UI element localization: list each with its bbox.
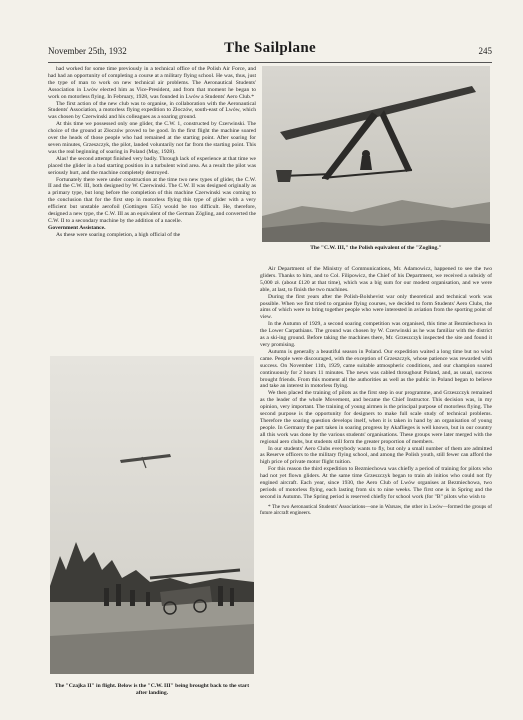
field-with-glider-image xyxy=(50,356,254,674)
article-paragraph: Autumn is generally a beautiful season in Poland. Our expedition waited a long time but no wind came. People were discouraged, with the exception of Grzeszczyk, whose patience was rewarded with success. On November 11th, 1929, came suitable atmospheric conditions, and our champion soared continuously for 2 hours 11 minutes. The news was cabled throughout Poland, and, as usual, success brought friends. From this moment all the authorities as well as the public in Poland began to believe and take an interest in motorless flying. xyxy=(260,348,492,390)
glider-in-flight-image xyxy=(262,66,490,242)
article-paragraph: The first action of the new club was to organise, in collaboration with the Aeronautical Students' Association, a motorless flying expedition to Złoczów, south-east of Lwów, which was chosen by Czerwinski and his colleagues as a soaring ground. xyxy=(48,100,256,121)
article-paragraph: Alas! the second attempt finished very badly. Through lack of experience at that time we placed the glider in a bad starting position in a turbulent wind area. As a result the pilot was seriously hurt, and the machine completely destroyed. xyxy=(48,155,256,176)
page-number: 245 xyxy=(478,46,492,56)
left-text-column xyxy=(48,66,256,239)
article-paragraph: During the first years after the Polish-Bolshevist war only theoretical and technical work was possible. When we first tried to organise flying courses, we decided to form Students' Aero Clubs, the aims of which were to bring together people who were interested in aviation from the sporting point of view. xyxy=(260,293,492,321)
section-subheading: Government Assistance. xyxy=(48,224,106,231)
publication-title: The Sailplane xyxy=(224,40,316,56)
article-paragraph: For this reason the third expedition to Bezmiechowa was chiefly a period of training for pilots who had not yet flown gliders. At the same time Grzeszczyk began to train ab initios who could not fly engined aircraft. Each year, since 1930, the Aero Club of Lwów organises at Bezmiechowa, two periods of motorless flying, each lasting from six to nine weeks. The first one is in Spring and the second in Autumn. The Spring period is reserved chiefly for school work (for "B" pilots who wish to xyxy=(260,466,492,500)
glider-photo-cw3 xyxy=(262,66,490,242)
article-paragraph: Air Department of the Ministry of Communications, Mr. Adamowicz, happened to see the two gliders. Thanks to him, and to Col. Filipowicz, the Chief of his Department, we received a subsidy of 5,000 zł. (about £120 at that time), which was a big sum for our modest organisation, and we were able, at last, to finish the two machines. xyxy=(260,266,492,293)
header-rule xyxy=(48,62,492,63)
glider-photo-czajka xyxy=(50,356,254,674)
photo-caption-czajka: The "Czajka II" in flight. Below is the "C.W. III" being brought back to the start after landing. xyxy=(54,683,250,696)
article-paragraph: had worked for some time previously in a technical office of the Polish Air Force, and had had an opportunity of completing a course at a military flying school. He was, thus, just the type of man to work on new technical air problems. The Aeronautical Students' Association in Lwów elected him as Vice-President, and from that moment he began to work on motorless flying. In February, 1928, was founded in Lwów a Students' Aero Club.* xyxy=(48,66,256,100)
article-paragraph: We then placed the training of pilots as the first step in our programme, and Grzeszczyk remained as the leader of the whole Movement, and became the Chief Instructor. This decision was, in my opinion, very important. The training of young airmen is the principal purpose of motorless flying. The second purpose is the opportunity for designers to make full scale study of technical problems. Therefore the soaring question develops itself, when it is taken in hand by an organisation of young people. In Germany the part taken in soaring progress by Akaflieges is well known, but in our country all this work was done by the various students' organisations. These groups were later merged with the regional aero clubs, but students still form the greater proportion of members. xyxy=(260,390,492,445)
article-paragraph: As these were soaring completion, a high official of the xyxy=(56,231,181,238)
issue-date: November 25th, 1932 xyxy=(48,46,127,56)
footnote: * The two Aeronautical Students' Associations—one in Warsaw, the other in Lwów—formed the groups of future aircraft engineers. xyxy=(260,503,492,517)
right-text-column xyxy=(260,266,492,517)
article-paragraph: In our students' Aero Clubs everybody wants to fly, but only a small number of them are admitted as Reserve officers to the military flying school, and among the Polish youth, still fewer can afford the high price of private motor flight tuition. xyxy=(260,445,492,466)
page-header xyxy=(48,40,492,62)
article-paragraph: At this time we possessed only one glider, the C.W. 1, constructed by Czerwinski. The choice of the ground at Złoczów proved to be good. In the first flight the machine soared over the heads of those people who had remained at the starting point. After soaring for seven minutes, Grzeszczyk, the pilot, landed voluntarily not far from the starting point. This was the real beginning of soaring in Poland (May, 1928). xyxy=(48,121,256,155)
article-paragraph: In the Autumn of 1929, a second soaring competition was organised, this time at Bezmiechowa in the Lower Carpathians. The ground was chosen by W. Czerwinski as he was familiar with the district as a ski-ing ground. Before taking the machines there, Mr. Grzeszczyk inspected the site and found it very promising. xyxy=(260,321,492,348)
photo-caption-cw3: The "C.W. III," the Polish equivalent of the "Zogling." xyxy=(310,245,442,251)
article-paragraph: Fortunately there were under construction at the time two new types of glider, the C.W. II and the C.W. III, both designed by W. Czerwinski. The C.W. II was designed originally as a primary type, but long before the completion of this machine Czerwinski was coming to the conclusion that for the first step in motorless flying this type of glider with a very efficient but unstable aerofoil (Gottingen 535) would be too difficult. He, therefore, designed a new type, the C.W. III as an equivalent of the German Zögling, and converted the C.W. II to a secondary machine by the addition of a nacelle. xyxy=(48,176,256,224)
